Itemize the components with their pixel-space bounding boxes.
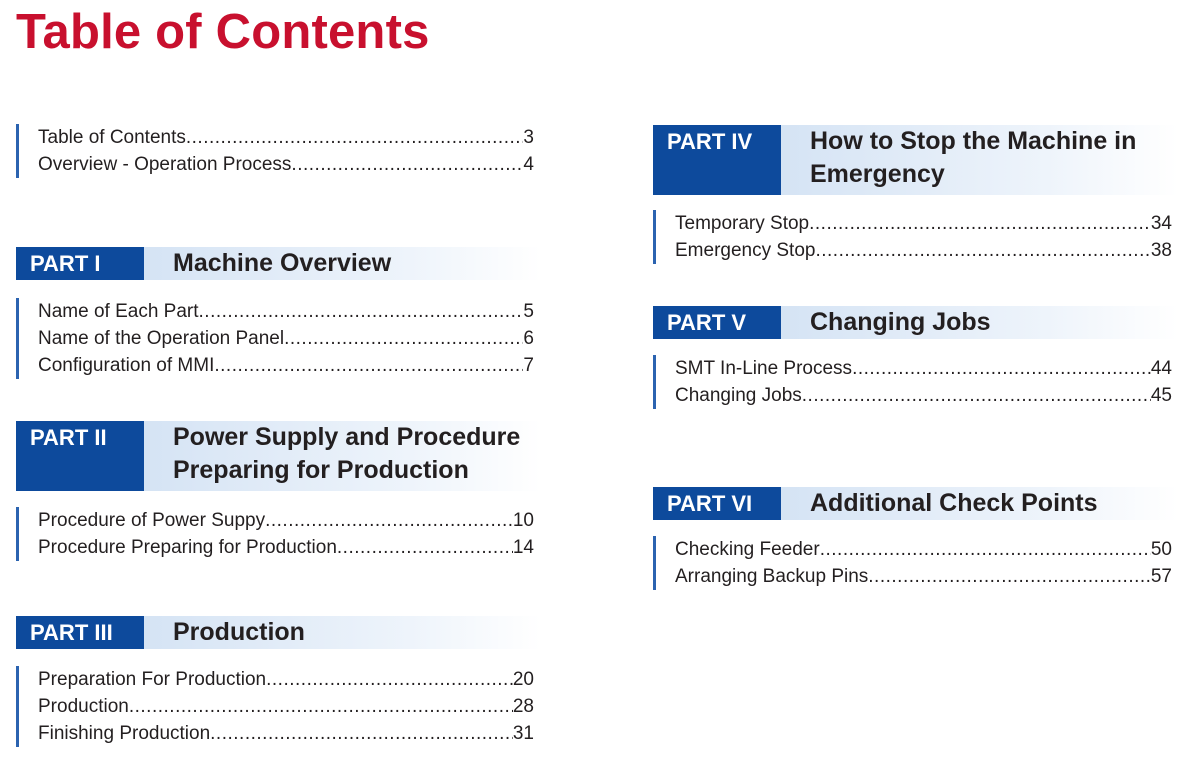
entry-page-number: 38 bbox=[1150, 240, 1172, 261]
toc-entry[interactable] bbox=[38, 124, 534, 151]
dot-leader bbox=[820, 536, 1151, 563]
entry-page-number: 4 bbox=[523, 154, 534, 175]
entry-label: Arranging Backup Pins bbox=[675, 566, 869, 587]
part-2-header bbox=[16, 421, 541, 491]
entry-page-number: 34 bbox=[1150, 213, 1172, 234]
toc-entry[interactable] bbox=[38, 151, 534, 178]
entry-page-number: 44 bbox=[1150, 358, 1172, 379]
part-6-header bbox=[653, 487, 1178, 520]
part-4-title-line-2: Emergency bbox=[810, 160, 945, 188]
entry-page-number: 3 bbox=[523, 127, 534, 148]
part-2-entries bbox=[16, 507, 534, 561]
dot-leader bbox=[266, 666, 513, 693]
part-1-title: Machine Overview bbox=[173, 249, 392, 277]
part-5-tag: PART V bbox=[653, 306, 781, 339]
entry-page-number: 31 bbox=[512, 723, 534, 744]
toc-entry[interactable] bbox=[675, 536, 1172, 563]
part-1-entries bbox=[16, 298, 534, 379]
dot-leader bbox=[199, 298, 524, 325]
dot-leader bbox=[214, 352, 523, 379]
entry-label: Production bbox=[38, 696, 129, 717]
entry-page-number: 14 bbox=[512, 537, 534, 558]
dot-leader bbox=[852, 355, 1151, 382]
part-6-entries bbox=[653, 536, 1172, 590]
toc-entry[interactable] bbox=[38, 666, 534, 693]
dot-leader bbox=[129, 693, 513, 720]
toc-entry[interactable] bbox=[38, 720, 534, 747]
entry-label: Emergency Stop bbox=[675, 240, 816, 261]
entry-page-number: 10 bbox=[512, 510, 534, 531]
entry-label: Checking Feeder bbox=[675, 539, 820, 560]
entry-label: Name of Each Part bbox=[38, 301, 199, 322]
entry-label: Name of the Operation Panel bbox=[38, 328, 285, 349]
entry-label: Procedure of Power Suppy bbox=[38, 510, 266, 531]
entry-page-number: 6 bbox=[523, 328, 534, 349]
toc-entry[interactable] bbox=[675, 210, 1172, 237]
toc-entry[interactable] bbox=[38, 693, 534, 720]
part-1-tag: PART I bbox=[16, 247, 144, 280]
part-6-title: Additional Check Points bbox=[810, 489, 1098, 517]
page-title: Table of Contents bbox=[16, 5, 430, 59]
part-3-header bbox=[16, 616, 541, 649]
entry-label: Preparation For Production bbox=[38, 669, 267, 690]
part-5-header bbox=[653, 306, 1178, 339]
dot-leader bbox=[815, 237, 1150, 264]
entry-page-number: 57 bbox=[1150, 566, 1172, 587]
entry-label: Procedure Preparing for Production bbox=[38, 537, 337, 558]
toc-entry[interactable] bbox=[675, 237, 1172, 264]
dot-leader bbox=[265, 507, 513, 534]
entry-page-number: 5 bbox=[523, 301, 534, 322]
part-4-title bbox=[781, 125, 1178, 195]
dot-leader bbox=[210, 720, 513, 747]
part-5-title: Changing Jobs bbox=[810, 308, 991, 336]
toc-entry[interactable] bbox=[675, 563, 1172, 590]
part-4-entries bbox=[653, 210, 1172, 264]
dot-leader bbox=[291, 151, 523, 178]
dot-leader bbox=[868, 563, 1151, 590]
entry-label: Changing Jobs bbox=[675, 385, 802, 406]
toc-entry[interactable] bbox=[675, 382, 1172, 409]
part-2-title bbox=[144, 421, 541, 491]
part-3-tag: PART III bbox=[16, 616, 144, 649]
entry-label: Overview - Operation Process bbox=[38, 154, 292, 175]
part-4-header bbox=[653, 125, 1178, 195]
entry-page-number: 50 bbox=[1150, 539, 1172, 560]
toc-entry[interactable] bbox=[675, 355, 1172, 382]
intro-entries bbox=[16, 124, 534, 178]
entry-label: Temporary Stop bbox=[675, 213, 810, 234]
toc-entry[interactable] bbox=[38, 325, 534, 352]
part-6-tag: PART VI bbox=[653, 487, 781, 520]
entry-page-number: 45 bbox=[1150, 385, 1172, 406]
part-3-title: Production bbox=[173, 618, 305, 646]
dot-leader bbox=[802, 382, 1151, 409]
part-2-tag: PART II bbox=[16, 421, 144, 491]
entry-page-number: 20 bbox=[512, 669, 534, 690]
dot-leader bbox=[809, 210, 1151, 237]
dot-leader bbox=[186, 124, 524, 151]
toc-entry[interactable] bbox=[38, 352, 534, 379]
toc-entry[interactable] bbox=[38, 298, 534, 325]
entry-label: SMT In-Line Process bbox=[675, 358, 853, 379]
entry-label: Configuration of MMI bbox=[38, 355, 215, 376]
toc-entry[interactable] bbox=[38, 507, 534, 534]
part-2-title-line-2: Preparing for Production bbox=[173, 456, 469, 484]
part-4-title-line-1: How to Stop the Machine in bbox=[810, 127, 1137, 155]
part-3-entries bbox=[16, 666, 534, 747]
entry-label: Table of Contents bbox=[38, 127, 186, 148]
entry-page-number: 7 bbox=[523, 355, 534, 376]
entry-page-number: 28 bbox=[512, 696, 534, 717]
part-1-header bbox=[16, 247, 541, 280]
dot-leader bbox=[284, 325, 523, 352]
dot-leader bbox=[337, 534, 513, 561]
part-2-title-line-1: Power Supply and Procedure bbox=[173, 423, 521, 451]
part-5-entries bbox=[653, 355, 1172, 409]
entry-label: Finishing Production bbox=[38, 723, 211, 744]
part-4-tag: PART IV bbox=[653, 125, 781, 195]
toc-entry[interactable] bbox=[38, 534, 534, 561]
